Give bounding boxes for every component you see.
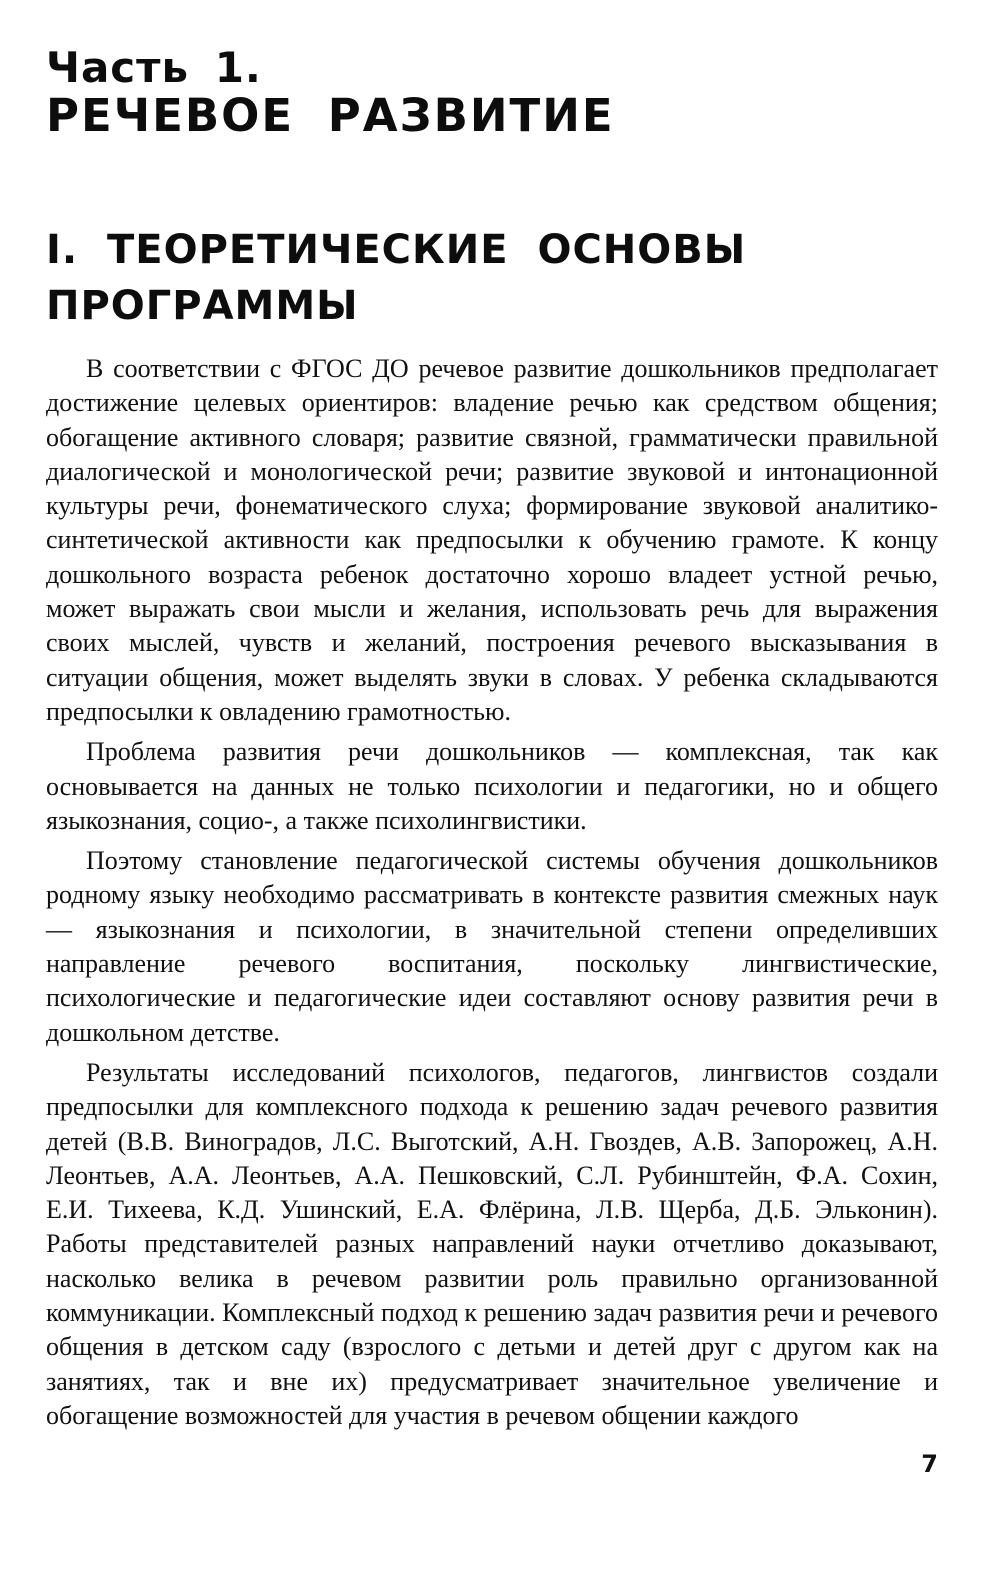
paragraph-1: В соответствии с ФГОС ДО речевое развитие дошкольников предполагает достижение целевых ориентиров: владение речью как средством общения; обогащение активного словаря; развитие связной, грамматически правильной диалогической и монологической речи; развитие звуковой и интонационной культуры речи, фонематического слуха; формирование звуковой аналитико-синтетической активности как предпосылки к обучению грамоте. К концу дошкольного возраста ребенок достаточно хорошо владеет устной речью, может выражать свои мысли и желания, использовать речь для выражения своих мыслей, чувств и желаний, построения речевого высказывания в ситуации общения, может выделять звуки в словах. У ребенка складываются предпосылки к овладению грамотностью. [46,354,938,726]
part-title: Часть 1. [46,43,262,92]
paragraph-3: Поэтому становление педагогической системы обучения дошкольников родному языку необходимо рассматривать в контексте развития смежных наук — языкознания и психологии, в значительной степени определивших направление речевого воспитания, поскольку лингвистические, психологические и педагогические идеи составляют основу развития речи в дошкольном детстве. [46,846,938,1047]
part-heading [46,44,938,141]
paragraph-4: Результаты исследований психологов, педагогов, лингвистов создали предпосылки для комплексного подхода к решению задач речевого развития детей (В.В. Виноградов, Л.С. Выготский, А.Н. Гвоздев, А.В. Запорожец, А.Н. Леонтьев, А.А. Леонтьев, А.А. Пешковский, С.Л. Рубинштейн, Ф.А. Сохин, Е.И. Тихеева, К.Д. Ушинский, Е.А. Флёрина, Л.В. Щерба, Д.Б. Эльконин). Работы представителей разных направлений науки отчетливо доказывают, насколько велика в речевом развитии роль правильно организованной коммуникации. Комплексный подход к решению задач развития речи и речевого общения в детском саду (взрослого с детьми и детей друг с другом как на занятиях, так и вне их) предусматривает значительное увеличение и обогащение возможностей для участия в речевом общении каждого [46,1057,938,1430]
part-subtitle: РЕЧЕВОЕ РАЗВИТИЕ [46,89,615,143]
paragraph-2: Проблема развития речи дошкольников — комплексная, так как основывается на данных не только психологии и педагогики, но и общего языкознания, социо-, а также психолингвистики. [46,737,938,835]
section-heading: I. ТЕОРЕТИЧЕСКИЕ ОСНОВЫ ПРОГРАММЫ [46,227,747,329]
page-number: 7 [921,1450,938,1478]
book-page [46,0,938,1573]
body-text [46,352,938,1439]
